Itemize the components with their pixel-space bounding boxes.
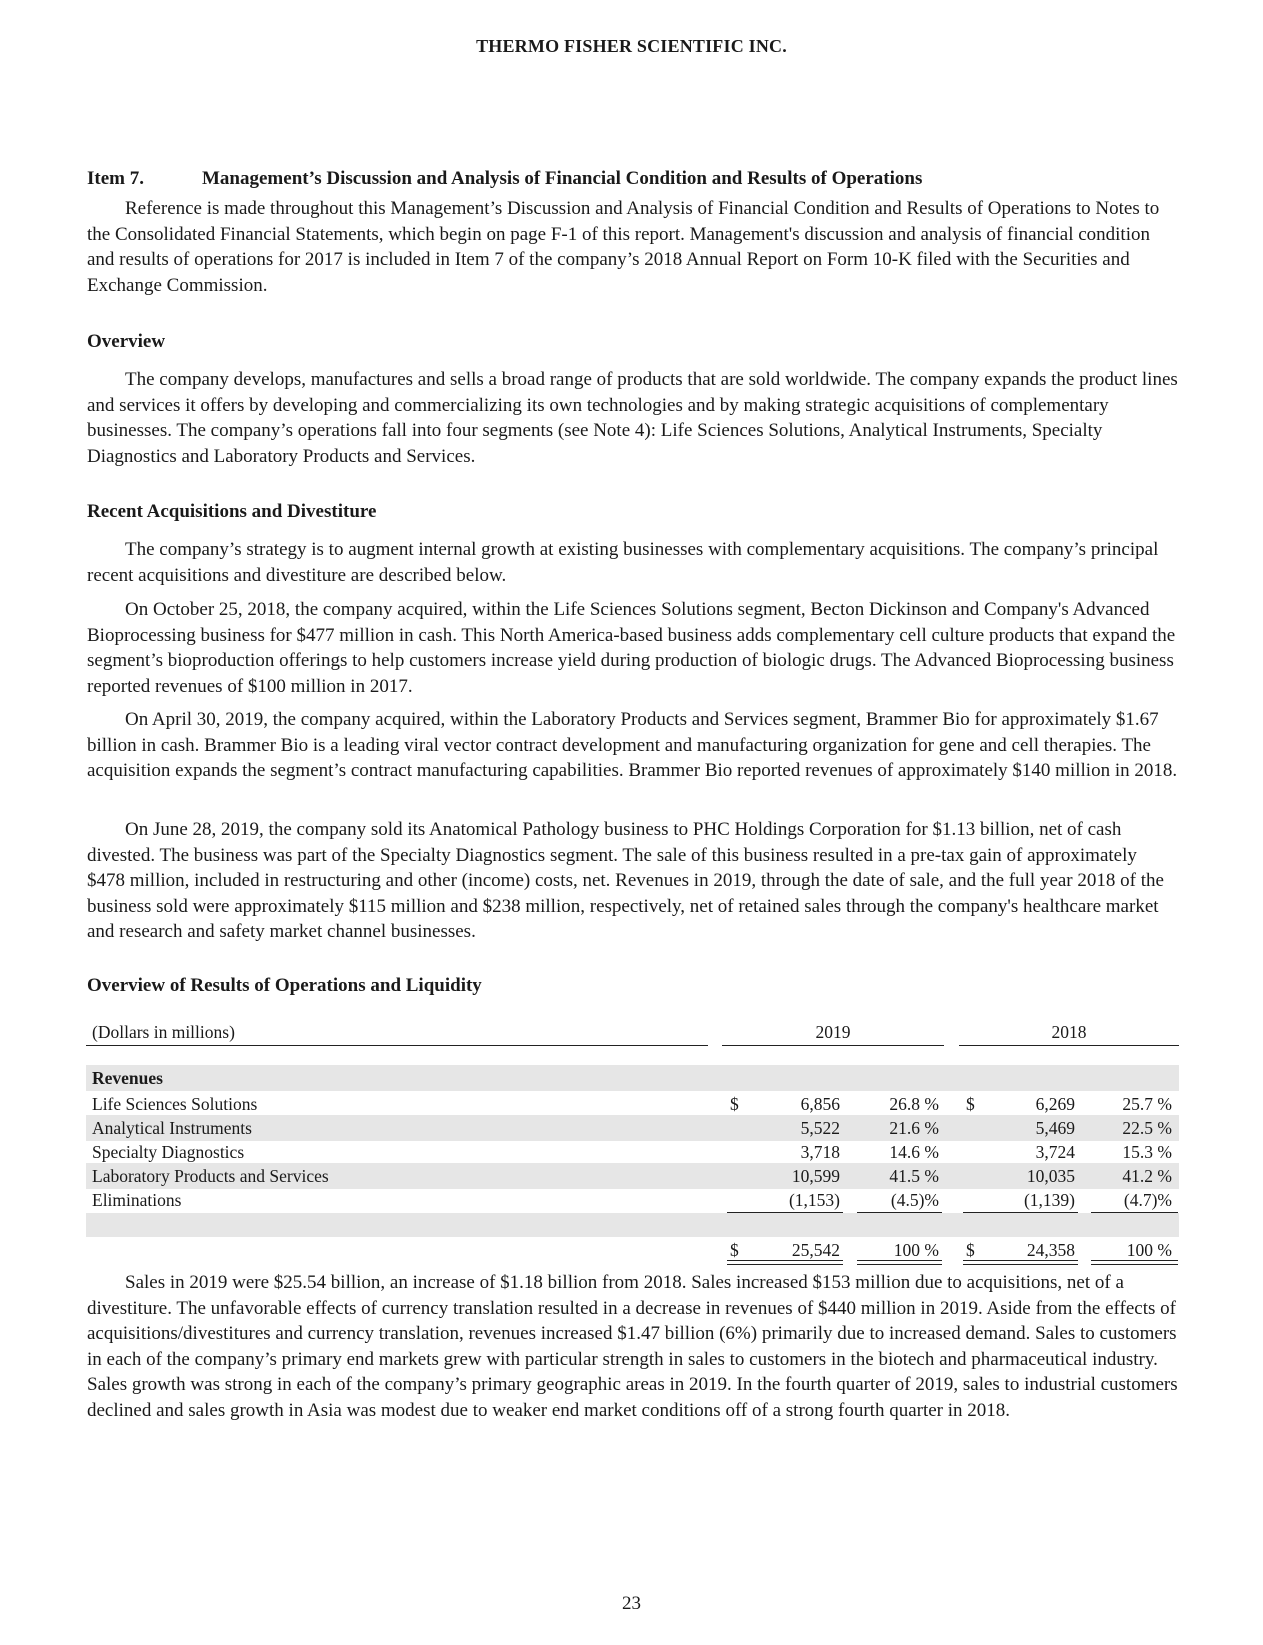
company-header: THERMO FISHER SCIENTIFIC INC. <box>476 36 787 56</box>
acquisitions-heading: Recent Acquisitions and Divestiture <box>87 501 377 522</box>
value-2019: 6,856 <box>800 1094 840 1114</box>
section-row <box>86 1065 1179 1091</box>
year-2019-header: 2019 <box>815 1022 851 1042</box>
total-percent-2019: 100 % <box>893 1240 939 1260</box>
table-row <box>86 1115 1179 1141</box>
percent-2019: 14.6 % <box>889 1142 939 1162</box>
percent-2019: 41.5 % <box>889 1166 939 1186</box>
row-label: Life Sciences Solutions <box>92 1094 258 1114</box>
percent-2018: 15.3 % <box>1122 1142 1172 1162</box>
total-double-rule <box>727 1260 843 1265</box>
acquisitions-paragraph-3: On April 30, 2019, the company acquired, within the Laboratory Products and Services segment, Brammer Bio for approximately $1.67 billion in cash. Brammer Bio is a leading viral vector contract development and manufacturing organization for gene and cell therapies. The acquisition expands the segment’s contract manufacturing capabilities. Brammer Bio reported revenues of approximately $140 million in 2018. <box>87 709 1178 781</box>
percent-2019: 26.8 % <box>889 1094 939 1114</box>
acquisitions-paragraph-4: On June 28, 2019, the company sold its Anatomical Pathology business to PHC Holdings Corporation for $1.13 billion, net of cash divested. The business was part of the Specialty Diagnostics segment. The sale of this business resulted in a pre-tax gain of approximately $478 million, included in restructuring and other (income) costs, net. Revenues in 2019, through the date of sale, and the full year 2018 of the business sold were approximately $115 million and $238 million, respectively, net of retained sales through the company's healthcare market and research and safety market channel businesses. <box>87 819 1164 942</box>
value-2018: 6,269 <box>1035 1094 1075 1114</box>
table-header <box>86 1022 1179 1048</box>
total-2019: 25,542 <box>791 1240 840 1260</box>
overview-paragraph: The company develops, manufactures and sells a broad range of products that are sold worldwide. The company expands the product lines and services it offers by developing and commercializing its own technologies and by making strategic acquisitions of complementary businesses. The company’s operations fall into four segments (see Note 4): Life Sciences Solutions, Analytical Instruments, Specialty Diagnostics and Laboratory Products and Services. <box>87 369 1178 467</box>
item-number: Item 7. <box>87 168 144 189</box>
value-2018: 5,469 <box>1035 1118 1075 1138</box>
currency-symbol: $ <box>966 1094 975 1114</box>
total-double-rule <box>857 1260 942 1265</box>
percent-2019: (4.5)% <box>890 1190 939 1210</box>
header-rule <box>722 1045 944 1046</box>
value-2019: 3,718 <box>800 1142 840 1162</box>
value-2019: (1,153) <box>788 1190 840 1210</box>
results-summary-paragraph: Sales in 2019 were $25.54 billion, an increase of $1.18 billion from 2018. Sales increased $153 million due to acquisitions, net of a divestiture. The unfavorable effects of currency translation resulted in a decrease in revenues of $440 million in 2019. Aside from the effects of acquisitions/divestitures and currency translation, revenues increased $1.47 billion (6%) primarily due to increased demand. Sales to customers in each of the company’s primary end markets grew with particular strength in sales to customers in the biotech and pharmaceutical industry. Sales growth was strong in each of the company’s primary geographic areas in 2019. In the fourth quarter of 2019, sales to industrial customers declined and sales growth in Asia was modest due to weaker end market conditions off of a strong fourth quarter in 2018. <box>87 1272 1178 1421</box>
results-heading: Overview of Results of Operations and Liquidity <box>87 975 482 996</box>
value-2018: (1,139) <box>1023 1190 1075 1210</box>
table-row <box>86 1163 1179 1189</box>
table-row <box>86 1187 1179 1213</box>
spacer-row <box>86 1213 1179 1237</box>
total-2018: 24,358 <box>1026 1240 1075 1260</box>
intro-paragraph: Reference is made throughout this Management’s Discussion and Analysis of Financial Condition and Results of Operations to Notes to the Consolidated Financial Statements, which begin on page F-1 of this report. Management's discussion and analysis of financial condition and results of operations for 2017 is included in Item 7 of the company’s 2018 Annual Report on Form 10-K filed with the Securities and Exchange Commission. <box>87 198 1160 296</box>
table-row <box>86 1139 1179 1165</box>
acquisitions-paragraph-1: The company’s strategy is to augment internal growth at existing businesses with complementary acquisitions. The company’s principal recent acquisitions and divestiture are described below. <box>87 539 1159 586</box>
currency-symbol: $ <box>966 1240 975 1260</box>
value-2019: 5,522 <box>800 1118 840 1138</box>
total-double-rule <box>1091 1260 1178 1265</box>
table-row <box>86 1091 1179 1117</box>
row-label: Laboratory Products and Services <box>92 1166 329 1186</box>
value-2018: 3,724 <box>1035 1142 1075 1162</box>
currency-symbol: $ <box>730 1094 739 1114</box>
percent-2018: (4.7)% <box>1123 1190 1172 1210</box>
overview-heading: Overview <box>87 331 166 352</box>
acquisitions-paragraph-2: On October 25, 2018, the company acquired, within the Life Sciences Solutions segment, Becton Dickinson and Company's Advanced Bioprocessing business for $477 million in cash. This North America-based business adds complementary cell culture products that expand the segment’s bioproduction offerings to help customers increase yield during production of biologic drugs. The Advanced Bioprocessing business reported revenues of $100 million in 2017. <box>87 599 1176 697</box>
header-rule <box>959 1045 1179 1046</box>
item-title: Management’s Discussion and Analysis of Financial Condition and Results of Operations <box>202 168 923 189</box>
row-label: Eliminations <box>92 1190 182 1210</box>
percent-2018: 25.7 % <box>1122 1094 1172 1114</box>
page-number: 23 <box>622 1593 641 1614</box>
header-rule <box>86 1045 708 1046</box>
year-2018-header: 2018 <box>1051 1022 1087 1042</box>
total-percent-2018: 100 % <box>1126 1240 1172 1260</box>
item-heading <box>87 168 1187 190</box>
percent-2018: 41.2 % <box>1122 1166 1172 1186</box>
value-2018: 10,035 <box>1026 1166 1075 1186</box>
section-label: Revenues <box>92 1068 163 1088</box>
percent-2018: 22.5 % <box>1122 1118 1172 1138</box>
currency-symbol: $ <box>730 1240 739 1260</box>
row-label: Specialty Diagnostics <box>92 1142 245 1162</box>
total-double-rule <box>963 1260 1078 1265</box>
percent-2019: 21.6 % <box>889 1118 939 1138</box>
value-2019: 10,599 <box>791 1166 840 1186</box>
table-caption: (Dollars in millions) <box>92 1022 235 1042</box>
row-label: Analytical Instruments <box>92 1118 252 1138</box>
